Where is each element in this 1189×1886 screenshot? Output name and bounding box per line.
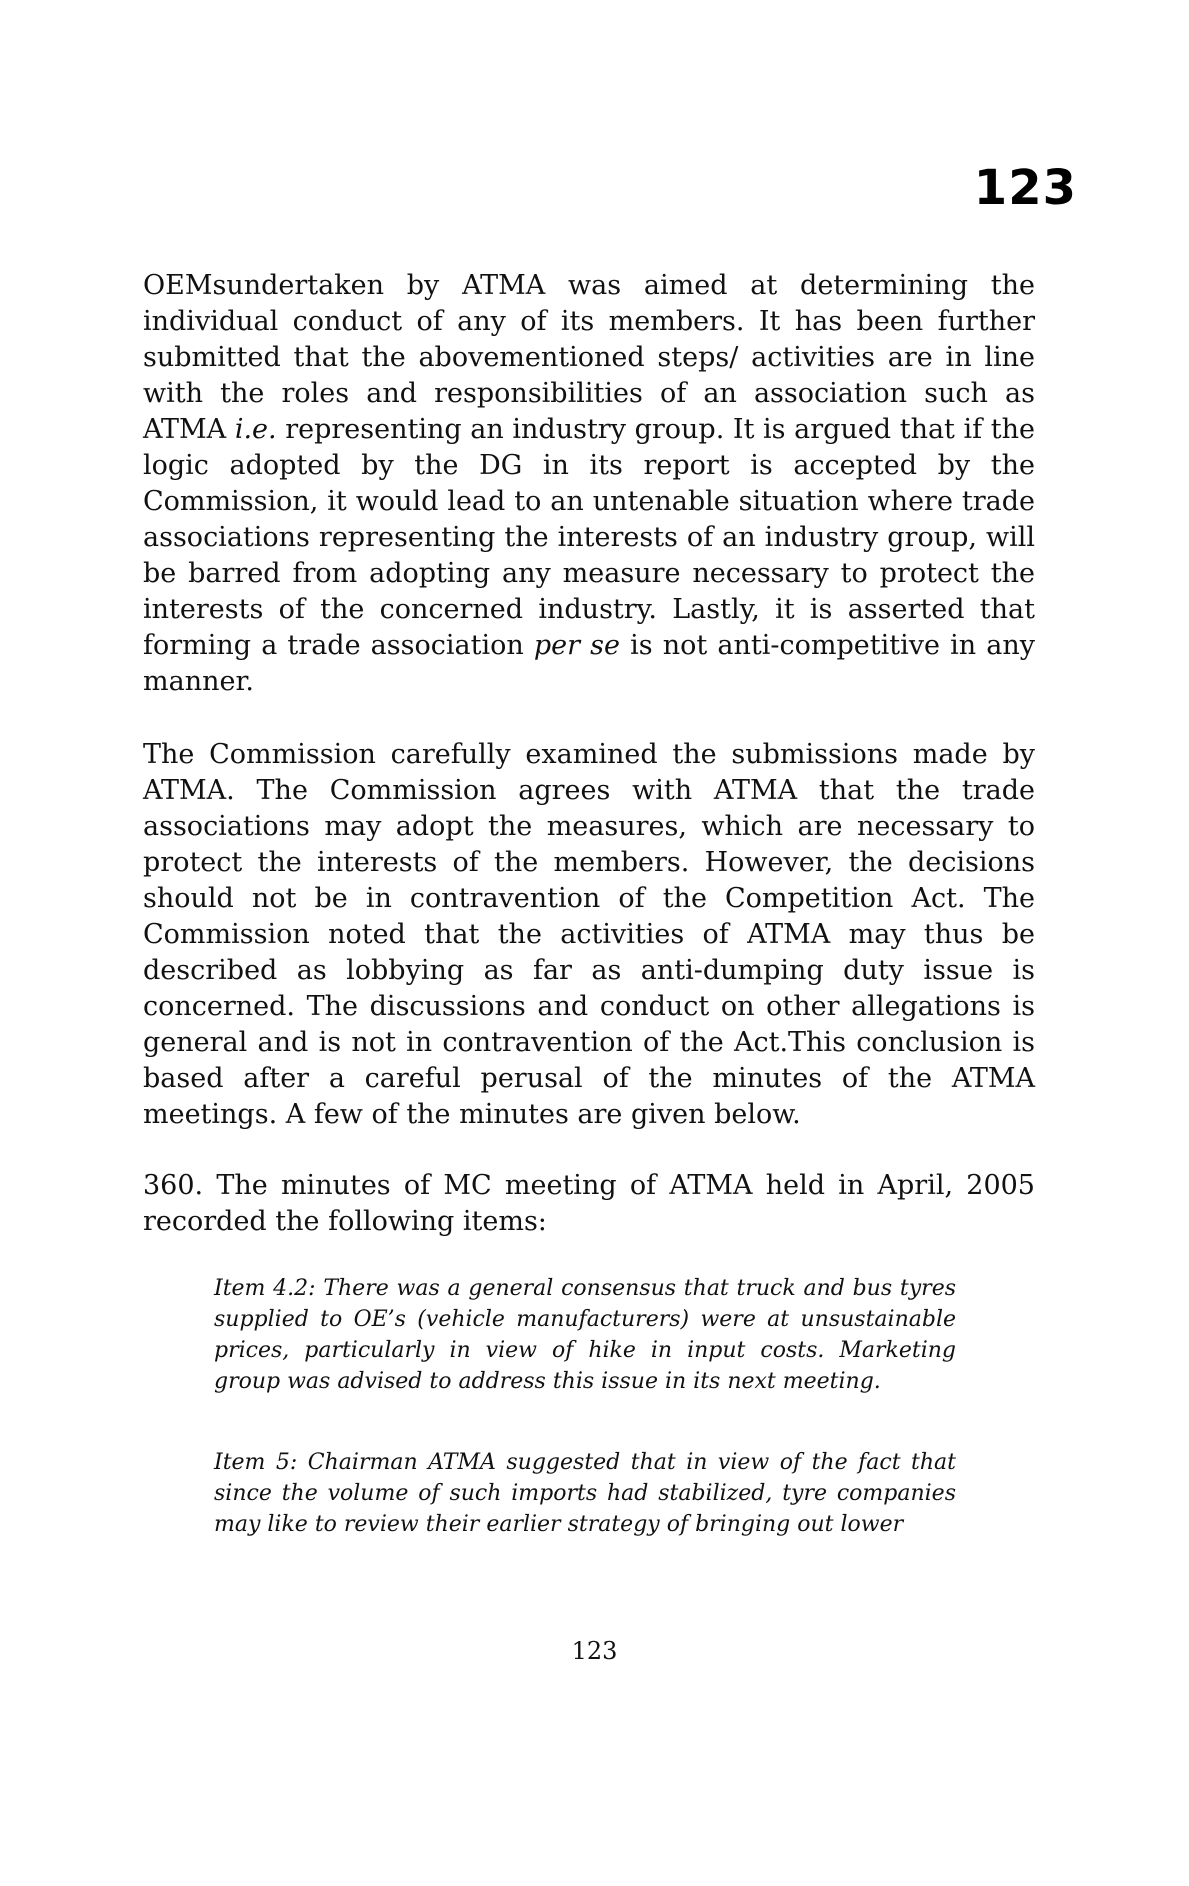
quote-item-4-2: Item 4.2: There was a general consensus that truck and bus tyres supplied to OE’s (vehicle manufacturers) were at unsustainable prices, particularly in view of hike in input costs. Marketing group was advised to address this issue in its next meeting. <box>214 1276 956 1394</box>
page-number-header: 123 <box>973 160 1077 216</box>
paragraph-ataam-submissions <box>143 268 1035 700</box>
paragraph-1-text-a: OEMsundertaken by ATMA was aimed at determining the individual conduct of any of its members. It has been further submitted that the abovementioned steps/ activities are in line with the roles and responsibilities of an association such as ATMA <box>143 270 1035 445</box>
paragraph-1-text-b: representing an industry group. It is argued that if the logic adopted by the DG in its report is accepted by the Commission, it would lead to an untenable situation where trade associations representing the interests of an industry group, will be barred from adopting any measure necessary to protect the interests of the concerned industry. Lastly, it is asserted that forming a trade association <box>143 414 1035 661</box>
paragraph-1-per-se: per se <box>533 630 621 661</box>
paragraph-360-minutes: 360. The minutes of MC meeting of ATMA held in April, 2005 recorded the following items: <box>143 1170 1035 1237</box>
paragraph-1-text-c: is not anti-competitive in any manner. <box>143 630 1035 697</box>
paragraph-commission-examination: The Commission carefully examined the submissions made by ATMA. The Commission agrees with ATMA that the trade associations may adopt the measures, which are necessary to protect the interests of the members. However, the decisions should not be in contravention of the Competition Act. The Commission noted that the activities of ATMA may thus be described as lobbying as far as anti-dumping duty issue is concerned. The discussions and conduct on other allegations is general and is not in contravention of the Act.This conclusion is based after a careful perusal of the minutes of the ATMA meetings. A few of the minutes are given below. <box>143 739 1035 1130</box>
paragraph-1-ie: i.e. <box>234 414 277 445</box>
page-number-footer: 123 <box>571 1637 618 1665</box>
quote-item-5: Item 5: Chairman ATMA suggested that in view of the fact that since the volume of such imports had stabilized, tyre companies may like to review their earlier strategy of bringing out lower <box>214 1450 956 1537</box>
